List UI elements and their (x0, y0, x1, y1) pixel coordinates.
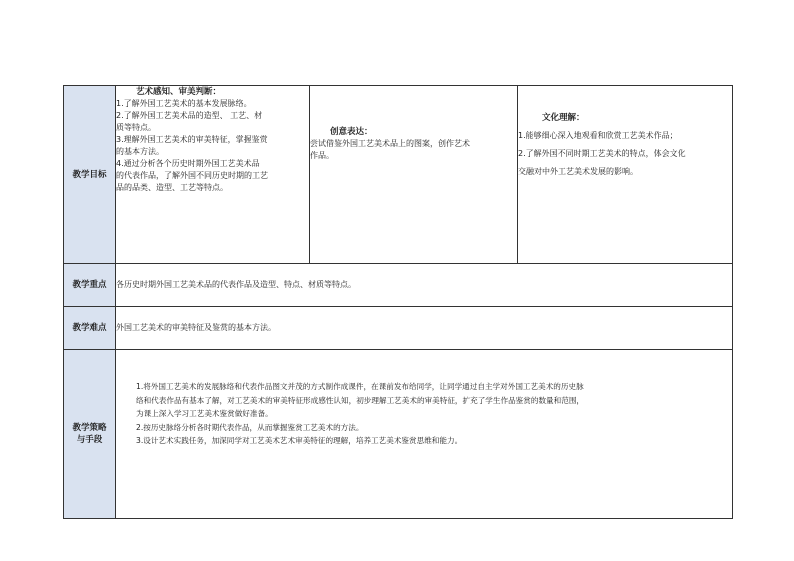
creative-title: 创意表达： (330, 127, 373, 137)
strategy-label (64, 350, 116, 519)
difficult-points-label: 教学难点 (64, 307, 116, 350)
strategy-label-line: 与手段 (76, 435, 103, 445)
strategy-line: 3.设计艺术实践任务，加深同学对工艺美术艺术审美特征的理解，培养工艺美术鉴赏思维和能力。 (136, 436, 463, 445)
key-points-text: 各历史时期外国工艺美术品的代表作品及造型、特点、材质等特点。 (116, 264, 733, 307)
culture-cell (518, 86, 733, 264)
aesthetic-line: 质等特点。 (116, 123, 156, 132)
aesthetic-line: 的基本方法。 (116, 147, 164, 156)
aesthetic-line: 品的品类、造型、工艺等特点。 (116, 183, 228, 192)
aesthetic-cell (116, 86, 310, 264)
objectives-row (64, 86, 733, 264)
strategy-row (64, 350, 733, 519)
aesthetic-title: 艺术感知、审美判断： (136, 87, 222, 97)
strategy-line: 络和代表作品有基本了解，对工艺美术的审美特征形成感性认知，初步理解工艺美术的审美特征，扩充了学生作品鉴赏的数量和范围， (136, 395, 585, 405)
aesthetic-line: 的代表作品，了解外国不同历史时期的工艺 (116, 171, 268, 180)
objectives-label: 教学目标 (64, 86, 116, 264)
culture-line: 2.了解外国不同时期工艺美术的特点，体会文化 (518, 149, 686, 158)
creative-line: 尝试借鉴外国工艺美术品上的图案，创作艺术 (310, 139, 470, 148)
creative-cell (310, 86, 518, 264)
aesthetic-line: 1.了解外国工艺美术的基本发展脉络。 (116, 99, 252, 108)
aesthetic-line: 4.通过分析各个历史时期外国工艺美术品 (116, 159, 260, 168)
strategy-label-line: 教学策略 (72, 423, 107, 433)
strategy-line: 为课上深入学习工艺美术鉴赏做好准备。 (136, 409, 273, 418)
difficult-points-text: 外国工艺美术的审美特征及鉴赏的基本方法。 (116, 307, 733, 350)
creative-line: 作品。 (310, 151, 334, 160)
aesthetic-line: 3.理解外国工艺美术的审美特征，掌握鉴赏 (116, 135, 268, 144)
culture-line: 1.能够细心深入地观看和欣赏工艺美术作品； (518, 131, 678, 140)
strategy-cell (116, 350, 733, 519)
aesthetic-line: 2.了解外国工艺美术品的造型、 工艺、材 (116, 111, 263, 120)
strategy-line: 1.将外国工艺美术的发展脉络和代表作品图文并茂的方式制作成课件，在课前发布给同学，让同学通过自主学对外国工艺美术的历史脉 (136, 382, 584, 391)
culture-title: 文化理解： (542, 113, 585, 123)
culture-line: 交融对中外工艺美术发展的影响。 (518, 167, 638, 176)
strategy-line: 2.按历史脉络分析各时期代表作品，从而掌握鉴赏工艺美术的方法。 (136, 422, 364, 432)
lesson-plan-table (63, 85, 733, 519)
key-points-label: 教学重点 (64, 264, 116, 307)
difficult-points-row (64, 307, 733, 350)
key-points-row (64, 264, 733, 307)
